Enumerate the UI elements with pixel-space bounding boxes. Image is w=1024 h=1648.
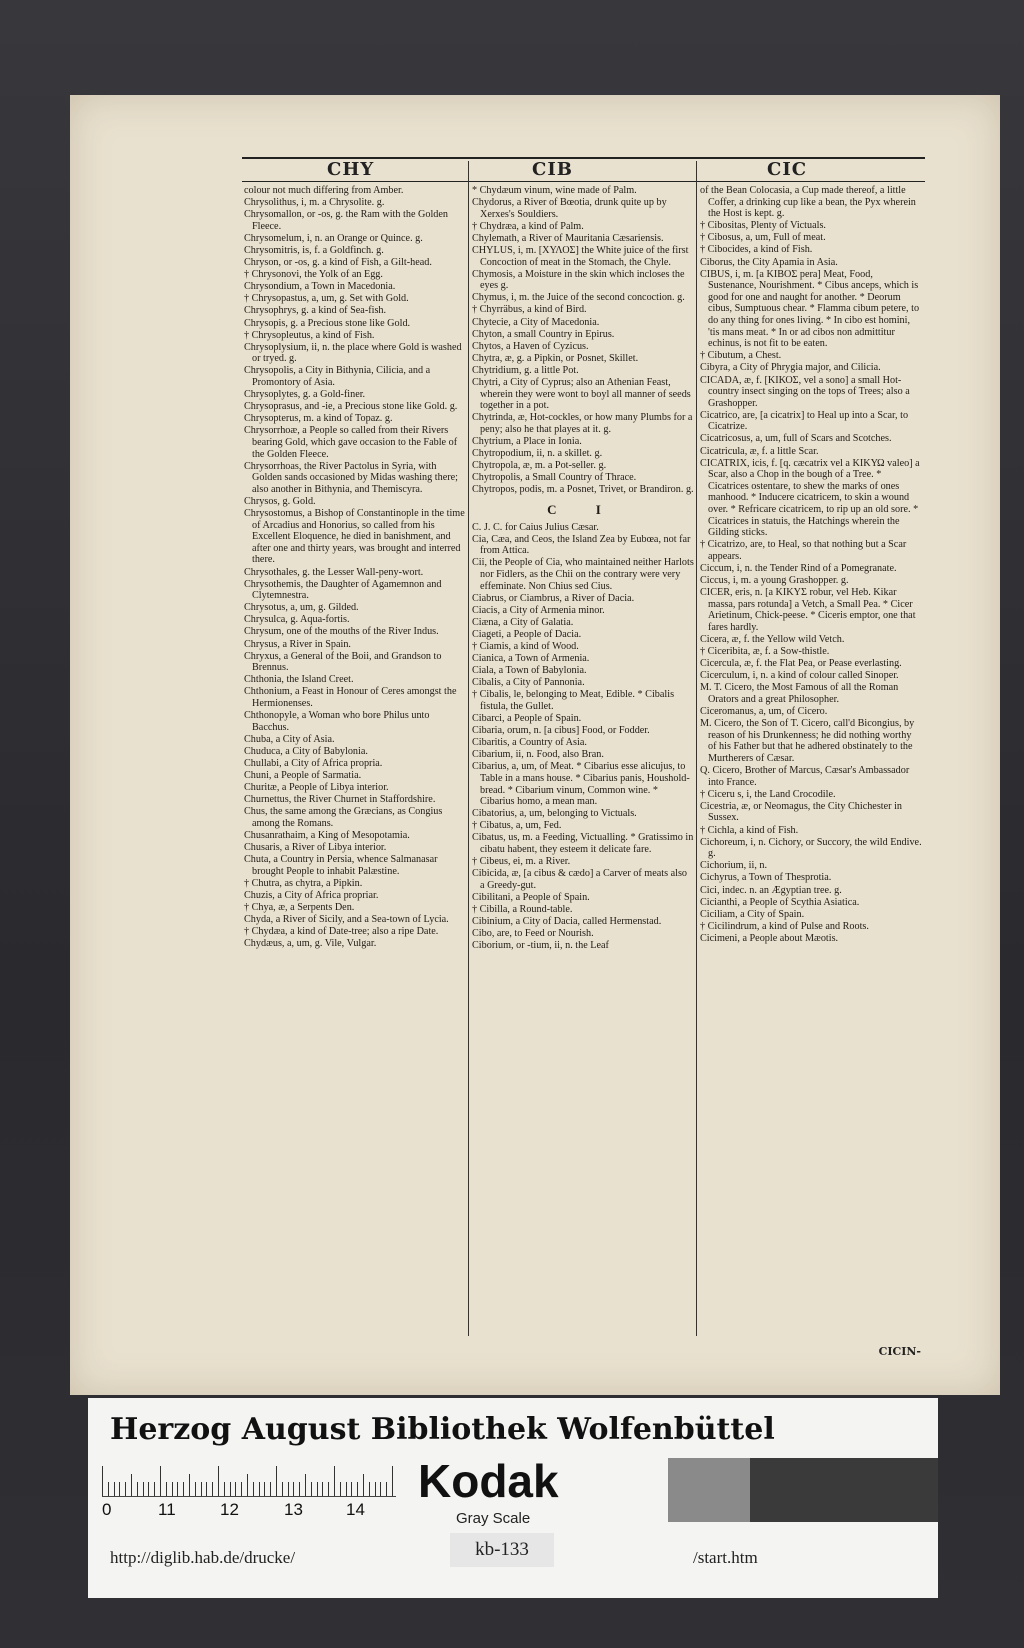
dictionary-entry: Chytropodium, ii, n. a skillet. g. [472, 448, 603, 460]
dictionary-entry: Chrysostomus, a Bishop of Constantinople in the time of Arcadius and Honorius, so called from his Excellent Eloquence, he died in banishment, and after one and thirty years, was brought and interred there. [244, 508, 465, 566]
ruler-label: 13 [284, 1500, 303, 1519]
ruler-label: 12 [220, 1500, 239, 1519]
dictionary-entry: Cicestria, æ, or Neomagus, the City Chichester in Sussex. [700, 800, 903, 824]
dictionary-entry: Cibalis, a City of Pannonia. [472, 677, 585, 689]
dictionary-entry: † Cibutum, a Chest. [700, 350, 782, 362]
ruler-tick [380, 1482, 381, 1496]
dictionary-entry: Chrysopolis, a City in Bithynia, Cilicia, and a Promontory of Asia. [244, 365, 431, 388]
ruler-tick [270, 1482, 271, 1496]
ruler-tick [311, 1482, 312, 1496]
ruler-tick [299, 1482, 300, 1496]
dictionary-entry: Cibatus, us, m. a Feeding, Victualling. * Gratissimo in cibatu habent, they esteem it delicate fare. [472, 832, 694, 856]
dictionary-entry: Cibyra, a City of Phrygia major, and Cilicia. [700, 362, 881, 374]
library-url: http://diglib.hab.de/drucke/ [110, 1548, 296, 1567]
dictionary-entry: Chrysoplytes, g. a Gold-finer. [244, 389, 366, 401]
measurement-ruler [102, 1458, 396, 1497]
dictionary-entry: Chytrinda, æ, Hot-cockles, or how many Plumbs for a peny; also he that playes at it. g. [472, 412, 693, 435]
dictionary-entry: Chyda, a River of Sicily, and a Sea-town of Lycia. [244, 914, 449, 926]
dictionary-entry: CICER, eris, n. [a ΚΙΚΥΣ robur, vel Heb. Kikar massa, pars rotunda] a Vetch, a Small Pea. * Cicer Arietinum, Chick-peese. * Ciceris emptor, one that fares hardly. [700, 587, 916, 633]
ruler-labels [102, 1500, 402, 1520]
dictionary-entry: † Chrysopastus, a, um, g. Set with Gold. [244, 293, 409, 305]
dictionary-entry: Ciccum, i, n. the Tender Rind of a Pomegranate. [700, 563, 897, 574]
dictionary-entry: Chusaris, a River of Libya interior. [244, 842, 387, 854]
ruler-label: 11 [158, 1500, 176, 1519]
dictionary-entry: Cibarium, ii, n. Food, also Bran. [472, 749, 604, 761]
dictionary-entry: † Cibatus, a, um, Fed. [472, 820, 562, 832]
dictionary-entry: Churnettus, the River Churnet in Staffordshire. [244, 794, 436, 806]
dictionary-entry: Chydæus, a, um, g. Vile, Vulgar. [244, 938, 377, 950]
ruler-tick [143, 1482, 144, 1496]
ruler-tick [206, 1482, 207, 1496]
dictionary-entry: Cibaria, orum, n. [a cibus] Food, or Fodder. [472, 725, 650, 737]
dictionary-entry: Ciabrus, or Ciambrus, a River of Dacia. [472, 592, 635, 604]
ruler-tick [253, 1482, 254, 1496]
dictionary-entry: CICATRIX, icis, f. [q. cæcatrix vel a ΚΙΚΥΩ valeo] a Scar, also a Chop in the bough of a Tree. * Cicatrices ostentare, to shew the marks of ones manhood. * Inducere cicatricem, to skin a wound over. * Refricare cicatricem, to rip up an old sore. * Cicatrices in statuis, the Hatchings wherein the Gilding sticks. [700, 457, 920, 539]
dictionary-entry: † Ciceribita, æ, f. a Sow-thistle. [700, 646, 830, 658]
dictionary-entry: Cichoreum, i, n. Cichory, or Succory, the wild Endive. g. [700, 836, 922, 860]
dictionary-entry: Chrysorrhoas, the River Pactolus in Syria, with Golden sands occasioned by Midas washing there; also another in Bithynia, and Themiscyra. [244, 460, 458, 495]
column-rule [468, 161, 469, 1336]
ruler-tick [317, 1482, 318, 1496]
dictionary-entry: Chydorus, a River of Bœotia, drunk quite up by Xerxes's Souldiers. [472, 197, 667, 220]
dictionary-entry: Cii, the People of Cia, who maintained neither Harlots nor Fidlers, as the Chii on the contrary were very effeminate. Non Chius sed Cius. [472, 557, 694, 592]
dictionary-entry: Cibinium, a City of Dacia, called Hermenstad. [472, 916, 662, 928]
dictionary-entry: Chymus, i, m. the Juice of the second concoction. g. [472, 292, 685, 304]
dictionary-entry: † Cicatrizo, are, to Heal, so that nothing but a Scar appears. [700, 539, 907, 562]
ruler-tick [293, 1482, 294, 1496]
ruler-tick [114, 1482, 115, 1496]
dictionary-entry: Chytropos, podis, m. a Posnet, Trivet, or Brandiron. g. [472, 484, 694, 496]
dictionary-entry: Chthonia, the Island Creet. [244, 674, 354, 686]
dictionary-entry: Cibaritis, a Country of Asia. [472, 737, 587, 749]
dictionary-entry: Chrysophrys, g. a kind of Sea-fish. [244, 305, 387, 317]
dictionary-entry: Churitæ, a People of Libya interior. [244, 782, 389, 794]
ruler-tick [392, 1466, 393, 1496]
dictionary-entry: Ciala, a Town of Babylonia. [472, 665, 587, 677]
dictionary-entry: Cibicida, æ, [a cibus & cædo] a Carver of meats also a Greedy-gut. [472, 868, 688, 891]
ruler-tick [235, 1482, 236, 1496]
dictionary-entry: † Cibosus, a, um, Full of meat. [700, 232, 826, 244]
column-rule [696, 161, 697, 1336]
dictionary-entry: Chrysum, one of the mouths of the River Indus. [244, 626, 439, 638]
dictionary-entry: Cibarius, a, um, of Meat. * Cibarius esse alicujus, to Table in a mans house. * Cibarius panis, Houshold-bread. * Cibarium vinum, Common wine. * Cibarius homo, a mean man. [472, 761, 690, 808]
ruler-tick [357, 1482, 358, 1496]
ruler-tick [241, 1482, 242, 1496]
dictionary-entry: Chuzis, a City of Africa propriar. [244, 890, 379, 902]
dictionary-entry: † Chydæa, a kind of Date-tree; also a ripe Date. [244, 926, 439, 938]
dictionary-entry: Chytecie, a City of Macedonia. [472, 316, 600, 328]
dictionary-entry: colour not much differing from Amber. [244, 185, 404, 196]
dictionary-entry: † Chutra, as chytra, a Pipkin. [244, 877, 363, 889]
dictionary-entry: Cici, indec. n. an Ægyptian tree. g. [700, 884, 842, 896]
dictionary-entry: Chrysondium, a Town in Macedonia. [244, 281, 396, 293]
ruler-tick [195, 1482, 196, 1496]
dictionary-entry: Chrysothales, g. the Lesser Wall-peny-wort. [244, 566, 424, 578]
dictionary-entry: Chrysopis, g. a Precious stone like Gold. [244, 317, 411, 329]
column-right [700, 185, 922, 1335]
dictionary-entry: Chthonopyle, a Woman who bore Philus unto Bacchus. [244, 710, 430, 733]
dictionary-entry: Chuta, a Country in Persia, whence Salmanasar brought People to inhabit Palæstine. [244, 854, 438, 877]
ruler-tick [212, 1482, 213, 1496]
dictionary-entry: Chytra, æ, g. a Pipkin, or Posnet, Skillet. [472, 352, 639, 364]
dictionary-entry: Chuba, a City of Asia. [244, 733, 335, 745]
ruler-label: 0 [102, 1500, 112, 1519]
start-path: /start.htm [693, 1548, 758, 1567]
dictionary-entry: † Ciceru s, i, the Land Crocodile. [700, 788, 836, 800]
dictionary-entry: † Cicilindrum, a kind of Pulse and Roots. [700, 920, 869, 932]
header-right: CIC [767, 159, 808, 180]
ruler-tick [282, 1482, 283, 1496]
dictionary-entry: Chullabi, a City of Africa propria. [244, 758, 383, 769]
ruler-tick [172, 1482, 173, 1496]
header-left: CHY [327, 159, 375, 180]
ruler-label: 14 [346, 1500, 365, 1519]
dictionary-entry: Chytrium, a Place in Ionia. [472, 435, 582, 447]
ruler-tick [131, 1474, 132, 1496]
dictionary-entry: Chrysomallon, or -os, g. the Ram with the Golden Fleece. [244, 209, 449, 232]
dictionary-entry: Q. Cicero, Brother of Marcus, Cæsar's Ambassador into France. [700, 765, 910, 788]
dictionary-entry: Chrysos, g. Gold. [244, 495, 316, 507]
dictionary-entry: † Cibeus, ei, m. a River. [472, 856, 571, 868]
dictionary-entry: Chryxus, a General of the Boii, and Grandson to Brennus. [244, 650, 442, 674]
dictionary-entry: Cicatricosus, a, um, full of Scars and Scotches. [700, 433, 892, 445]
ruler-tick [177, 1482, 178, 1496]
running-headers [242, 159, 925, 182]
dictionary-entry: Cianica, a Town of Armenia. [472, 653, 590, 665]
catchword: CICIN- [878, 1345, 921, 1358]
dictionary-entry: Chymosis, a Moisture in the skin which incloses the eyes g. [472, 268, 685, 292]
dictionary-entry: Ciccus, i, m. a young Grashopper. g. [700, 575, 849, 587]
ruler-tick [230, 1482, 231, 1496]
ruler-tick [148, 1482, 149, 1496]
column-middle [472, 185, 694, 1335]
dictionary-entry: Ciborus, the City Apamia in Asia. [700, 256, 838, 268]
dictionary-entry: Ciageti, a People of Dacia. [472, 628, 582, 640]
dictionary-entry: Cia, Cæa, and Ceos, the Island Zea by Eubœa, not far from Attica. [472, 533, 691, 557]
ruler-tick [166, 1482, 167, 1496]
dictionary-entry: Chrysotus, a, um, g. Gilded. [244, 602, 359, 614]
dictionary-entry: Chrysoplysium, ii, n. the place where Gold is washed or tryed. g. [244, 341, 462, 365]
dictionary-entry: Cicercula, æ, f. the Flat Pea, or Pease everlasting. [700, 658, 902, 670]
text-block [242, 157, 925, 1358]
ruler-tick [224, 1482, 225, 1496]
ruler-tick [363, 1474, 364, 1496]
ruler-tick [328, 1482, 329, 1496]
dictionary-entry: † Cichla, a kind of Fish. [700, 824, 799, 836]
dictionary-entry: C. J. C. for Caius Julius Cæsar. [472, 521, 599, 533]
ruler-tick [108, 1482, 109, 1496]
section-heading: C I [547, 501, 619, 517]
dictionary-entry: Chuduca, a City of Babylonia. [244, 745, 368, 757]
dictionary-entry: Cibilitani, a People of Spain. [472, 891, 590, 903]
column-left [244, 185, 466, 1335]
ruler-tick [264, 1482, 265, 1496]
dictionary-entry: CIBUS, i, m. [a ΚΙΒΟΣ pera] Meat, Food, Sustenance, Nourishment. * Cibus anceps, which is good for one and naught for another. * Deorum cibus, Sumptuous chear. * Flamma cibum petere, to do any thing for ones living. * In cibo est homini, 'tis mans meat. * In or ad cibos non admittitur echinus, is not fit to be eaten. [700, 268, 920, 350]
ruler-tick [375, 1482, 376, 1496]
ruler-tick [334, 1466, 335, 1496]
dictionary-entry: † Chya, æ, a Serpents Den. [244, 902, 355, 914]
dictionary-entry: CHYLUS, i, m. [ΧΥΛΟΣ] the White juice of the first Concoction of meat in the Stomach, the Chyle. [472, 244, 689, 268]
ruler-tick [340, 1482, 341, 1496]
dictionary-entry: Chytropola, æ, m. a Pot-seller. g. [472, 460, 607, 472]
dictionary-entry: Cibo, are, to Feed or Nourish. [472, 928, 594, 940]
dictionary-entry: Cicianthi, a People of Scythia Asiatica. [700, 896, 860, 908]
ruler-tick [102, 1466, 103, 1496]
dictionary-entry: Chytri, a City of Cyprus; also an Athenian Feast, wherein they were wont to boyl all manner of seeds together in a pot. [472, 377, 691, 412]
gray-scale-label: Gray Scale [456, 1510, 531, 1527]
dictionary-entry: Ciæna, a City of Galatia. [472, 616, 574, 628]
dictionary-entry: Ciceromanus, a, um, of Cicero. [700, 706, 828, 718]
dictionary-entry: Cicerculum, i, n. a kind of colour called Sinoper. [700, 670, 899, 682]
ruler-tick [218, 1466, 219, 1496]
ruler-tick [276, 1466, 277, 1496]
dictionary-entry: Chrysomelum, i, n. an Orange or Quince. g. [244, 232, 423, 244]
dictionary-entry: Chrysothemis, the Daughter of Agamemnon and Clytemnestra. [244, 578, 442, 602]
dictionary-entry: Cibatorius, a, um, belonging to Victuals. [472, 808, 637, 820]
dictionary-entry: † Chydræa, a kind of Palm. [472, 220, 584, 232]
dictionary-entry: Cicatrico, are, [a cicatrix] to Heal up into a Scar, to Cicatrize. [700, 409, 909, 433]
dictionary-entry: Chrysolithus, i, m. a Chrysolite. g. [244, 197, 385, 209]
ruler-tick [259, 1482, 260, 1496]
dictionary-entry: Ciborium, or -tium, ii, n. the Leaf [472, 940, 609, 952]
library-title: Herzog August Bibliothek Wolfenbüttel [110, 1412, 775, 1447]
dictionary-entry: * Chydæum vinum, wine made of Palm. [472, 185, 637, 196]
ruler-tick [386, 1482, 387, 1496]
header-middle: CIB [532, 159, 573, 180]
ruler-tick [160, 1466, 161, 1496]
dictionary-entry: Chryson, or -os, g. a kind of Fish, a Gilt-head. [244, 257, 432, 269]
ruler-tick [322, 1482, 323, 1496]
dictionary-entry: Chuni, a People of Sarmatia. [244, 770, 362, 782]
dictionary-entry: M. Cicero, the Son of T. Cicero, call'd Bicongius, by reason of his Drunkenness; he did nothing worthy of his Father but that he adhered obstinately to the Murtherers of Cæsar. [700, 718, 915, 764]
dictionary-entry: CICADA, æ, f. [ΚΙΚΟΣ, vel a sono] a small Hot-country insect singing on the tops of Trees; also a Grashopper. [700, 374, 910, 409]
ruler-tick [369, 1482, 370, 1496]
dictionary-entry: Chrysus, a River in Spain. [244, 638, 351, 650]
dictionary-entry: Cichorium, ii, n. [700, 860, 768, 872]
ruler-tick [346, 1482, 347, 1496]
dictionary-entry: of the Bean Colocasia, a Cup made thereof, a little Coffer, a drinking cup like a bean, the Pyx wherein the Host is kept. g. [700, 185, 916, 220]
ruler-tick [189, 1474, 190, 1496]
ruler-tick [119, 1482, 120, 1496]
dictionary-entry: † Cibositas, Plenty of Victuals. [700, 220, 826, 232]
dictionary-entry: † Cibocides, a kind of Fish. [700, 244, 813, 256]
dictionary-entry: Cibarci, a People of Spain. [472, 713, 582, 725]
dictionary-entry: Ciciliam, a City of Spain. [700, 908, 805, 920]
dictionary-entry: Chytos, a Haven of Cyzicus. [472, 340, 589, 352]
ruler-tick [183, 1482, 184, 1496]
dictionary-entry: Chus, the same among the Græcians, as Congius among the Romans. [244, 806, 443, 829]
ruler-tick [351, 1482, 352, 1496]
ruler-tick [137, 1482, 138, 1496]
dictionary-entry: Cicera, æ, f. the Yellow wild Vetch. [700, 634, 845, 646]
ruler-tick [247, 1474, 248, 1496]
dictionary-entry: Chylemath, a River of Mauritania Cæsariensis. [472, 232, 664, 244]
kodak-logo: Kodak [418, 1455, 559, 1507]
dictionary-entry: Chyton, a small Country in Epirus. [472, 328, 615, 340]
dictionary-entry: Chthonium, a Feast in Honour of Ceres amongst the Hermionenses. [244, 686, 457, 710]
ruler-tick [201, 1482, 202, 1496]
dictionary-entry: Chusanrathaim, a King of Mesopotamia. [244, 830, 410, 842]
dictionary-entry: Chytropolis, a Small Country of Thrace. [472, 472, 637, 484]
dictionary-entry: † Chrysopleutus, a kind of Fish. [244, 329, 375, 341]
dictionary-entry: Chrysomitris, is, f. a Goldfinch. g. [244, 244, 384, 256]
dictionary-entry: Chytridium, g. a little Pot. [472, 364, 579, 376]
dictionary-entry: † Chyrräbus, a kind of Bird. [472, 304, 587, 316]
dictionary-entry: † Ciamis, a kind of Wood. [472, 640, 579, 652]
dictionary-entry: Chrysorrhoæ, a People so called from their Rivers bearing Gold, which gave occasion to the Fable of the Golden Fleece. [244, 425, 458, 460]
dictionary-entry: Cicatricula, æ, f. a little Scar. [700, 445, 819, 457]
dictionary-entry: † Cibilla, a Round-table. [472, 904, 573, 916]
ruler-tick [125, 1482, 126, 1496]
dictionary-entry: Cicimeni, a People about Mæotis. [700, 932, 839, 944]
dictionary-page [70, 95, 1000, 1395]
dictionary-entry: Cichyrus, a Town of Thesprotia. [700, 872, 832, 884]
shelfmark-code: kb-133 [450, 1533, 554, 1567]
dictionary-entry: Ciacis, a City of Armenia minor. [472, 604, 605, 616]
ruler-tick [154, 1482, 155, 1496]
dictionary-entry: M. T. Cicero, the Most Famous of all the Roman Orators and a great Philosopher. [700, 682, 899, 706]
dictionary-entry: Chrysoprasus, and -ie, a Precious stone like Gold. g. [244, 401, 458, 413]
library-color-card [88, 1398, 938, 1598]
dictionary-entry: Chrysopterus, m. a kind of Topaz. g. [244, 413, 393, 425]
ruler-tick [288, 1482, 289, 1496]
ruler-tick [305, 1474, 306, 1496]
gray-swatch-medium [668, 1458, 750, 1522]
dictionary-entry: † Cibalis, le, belonging to Meat, Edible. * Cibalis fistula, the Gullet. [472, 689, 675, 712]
dictionary-entry: Chrysulca, g. Aqua-fortis. [244, 614, 350, 626]
dictionary-entry: † Chrysonovi, the Yolk of an Egg. [244, 269, 383, 281]
gray-swatch-dark [750, 1458, 938, 1522]
